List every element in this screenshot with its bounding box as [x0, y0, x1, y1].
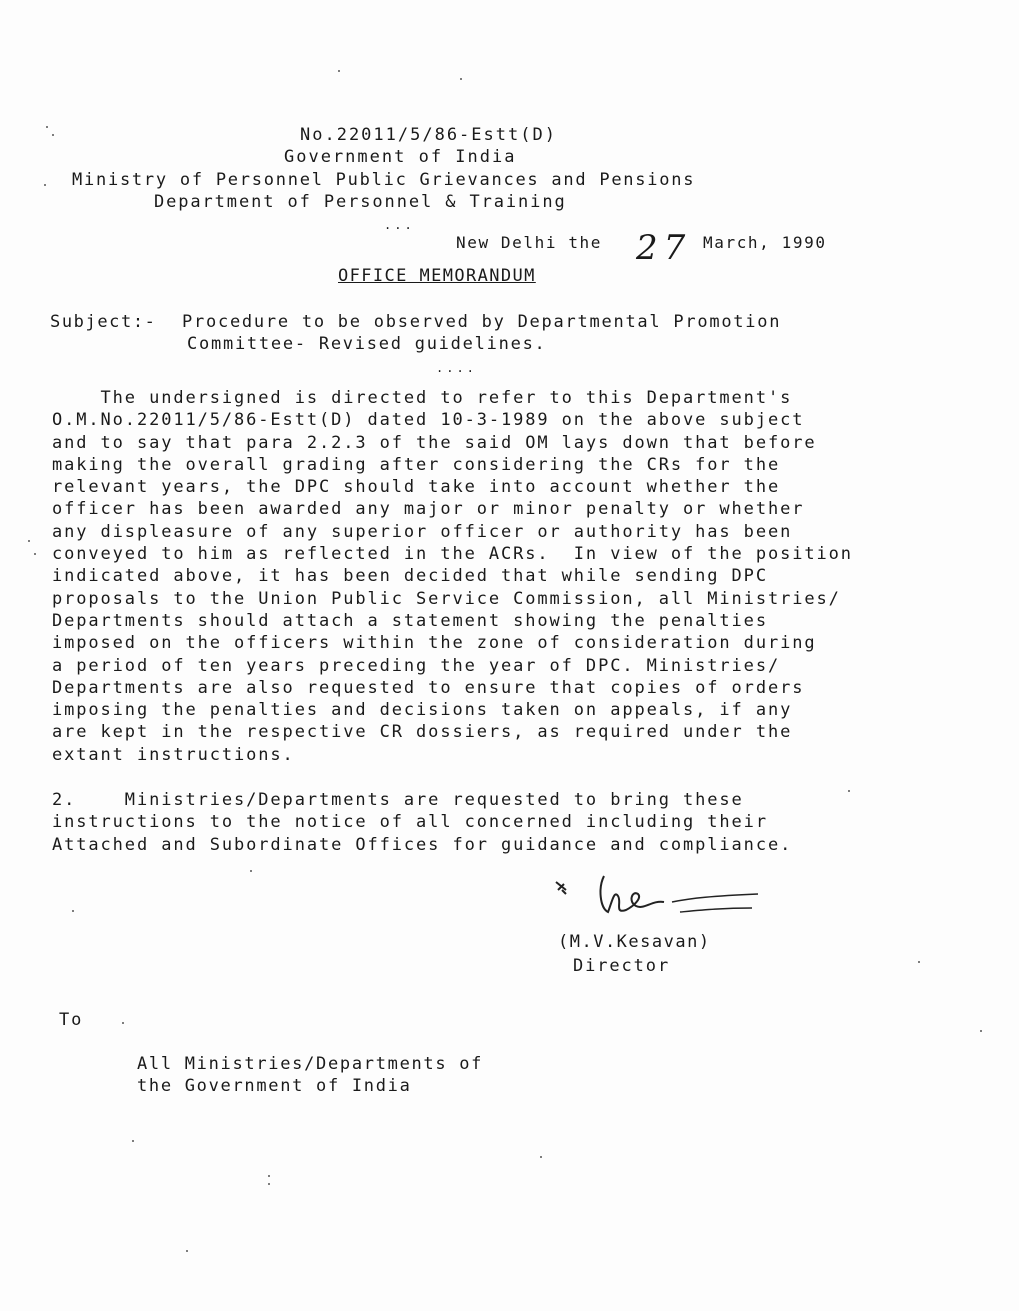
- scan-speck: [460, 78, 462, 80]
- scan-speck: [186, 1250, 188, 1252]
- body-text-line: making the overall grading after considering the CRs for the: [52, 454, 781, 475]
- subject-line-2: Committee- Revised guidelines.: [187, 334, 547, 354]
- body-text-line: Departments are also requested to ensure that copies of orders: [52, 677, 805, 698]
- signatory-designation: Director: [573, 956, 671, 976]
- body-text-line: relevant years, the DPC should take into account whether the: [52, 477, 781, 498]
- subject-separator: ....: [436, 361, 477, 375]
- scan-speck: [540, 1156, 542, 1158]
- body-text-line: instructions to the notice of all concerned including their: [52, 812, 768, 833]
- scan-speck: [268, 1183, 270, 1185]
- scan-speck: [848, 790, 850, 792]
- body-text-line: Attached and Subordinate Offices for guidance and compliance.: [52, 834, 793, 855]
- government-name: Government of India: [284, 147, 517, 167]
- body-text-line: conveyed to him as reflected in the ACRs. In view of the position: [52, 544, 853, 565]
- scan-speck: [980, 1030, 982, 1032]
- body-text-line: officer has been awarded any major or minor penalty or whether: [52, 499, 805, 520]
- header-separator: ...: [384, 218, 415, 232]
- body-text-line: indicated above, it has been decided that while sending DPC: [52, 566, 768, 587]
- subject-label: Subject:-: [50, 312, 157, 332]
- date-month-year: March, 1990: [703, 233, 827, 252]
- body-text-line: imposed on the officers within the zone of consideration during: [52, 633, 817, 654]
- scan-speck: [52, 134, 54, 136]
- scan-speck: [918, 961, 920, 963]
- body-text-line: any displeasure of any superior officer or authority has been: [52, 521, 793, 542]
- addressee-line-2: the Government of India: [137, 1076, 412, 1096]
- scan-speck: [122, 1022, 124, 1024]
- body-text-line: a period of ten years preceding the year of DPC. Ministries/: [52, 655, 781, 676]
- addressee-line-1: All Ministries/Departments of: [137, 1054, 484, 1074]
- body-text-line: The undersigned is directed to refer to this Department's: [52, 388, 793, 408]
- department-name: Department of Personnel & Training: [154, 192, 567, 212]
- signatory-name: (M.V.Kesavan): [558, 932, 711, 952]
- scan-speck: [34, 553, 36, 555]
- body-text-line: are kept in the respective CR dossiers, as required under the: [52, 722, 793, 743]
- body-text-line: proposals to the Union Public Service Commission, all Ministries/: [52, 588, 841, 609]
- scan-speck: [44, 184, 46, 186]
- body-text-line: imposing the penalties and decisions taken on appeals, if any: [52, 700, 793, 721]
- body-paragraph-2: [52, 789, 792, 856]
- scan-speck: [250, 870, 252, 872]
- body-text-line: Departments should attach a statement showing the penalties: [52, 610, 768, 631]
- body-text-line: extant instructions.: [52, 744, 295, 765]
- scan-speck: [268, 1175, 270, 1177]
- date-day: 27: [636, 228, 692, 268]
- subject-line-1: Procedure to be observed by Departmental Promotion: [182, 312, 782, 332]
- file-number: No.22011/5/86-Estt(D): [300, 125, 557, 145]
- scan-speck: [72, 910, 74, 912]
- body-text-line: 2. Ministries/Departments are requested to bring these: [52, 790, 744, 810]
- date-place: New Delhi the: [456, 233, 603, 252]
- scan-speck: [338, 70, 340, 72]
- scan-speck: [132, 1140, 134, 1142]
- to-label: To: [59, 1010, 84, 1030]
- body-paragraph-1: [52, 387, 853, 766]
- ministry-name: Ministry of Personnel Public Grievances and Pensions: [72, 170, 696, 190]
- signature-mark: [552, 868, 762, 928]
- body-text-line: and to say that para 2.2.3 of the said OM lays down that before: [52, 432, 817, 453]
- scan-speck: [46, 126, 48, 128]
- document-title: OFFICE MEMORANDUM: [338, 266, 536, 286]
- body-text-line: O.M.No.22011/5/86-Estt(D) dated 10-3-1989 on the above subject: [52, 410, 805, 431]
- scan-speck: [28, 540, 30, 542]
